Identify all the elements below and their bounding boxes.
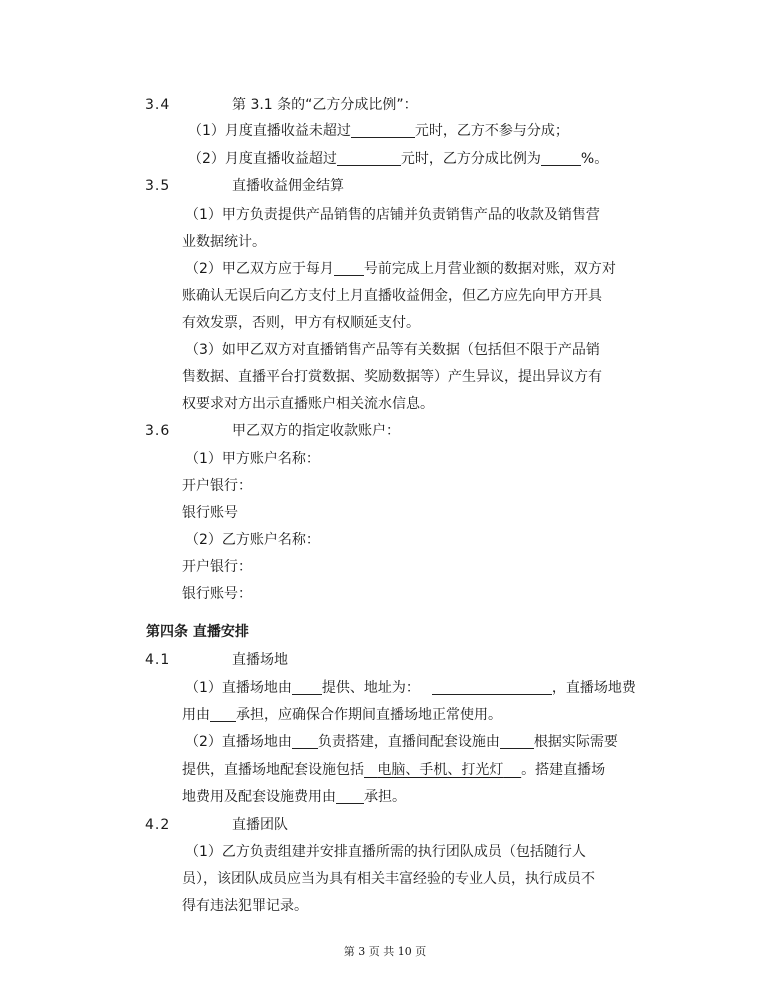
blank-field [292, 733, 318, 749]
clause-3-5-3-line3: 权要求对方出示直播账户相关流水信息。 [182, 396, 434, 412]
clause-text: 地费用及配套设施费用由 [182, 789, 336, 805]
blank-field [351, 122, 415, 138]
clause-text: ，直播场地费 [551, 680, 636, 696]
facilities-fill [364, 762, 521, 778]
clause-3-5-1-line1: （1）甲方负责提供产品销售的店铺并负责销售产品的收款及销售营 [185, 207, 600, 223]
clause-text: 承担。 [364, 789, 406, 805]
section-number-4-1: 4.1 [145, 652, 171, 668]
clause-3-4-2 [188, 149, 608, 169]
blank-field [541, 150, 581, 166]
clause-3-5-1-line2: 业数据统计。 [182, 234, 266, 250]
clause-4-1-2-line3 [182, 787, 406, 807]
section-title-3-4: 第 3.1 条的“乙方分成比例”： [232, 97, 418, 113]
party-a-bank: 开户银行： [182, 478, 252, 494]
clause-text: （2）月度直播收益超过 [188, 151, 337, 167]
clause-text: 提供、地址为： [321, 680, 420, 696]
clause-4-2-1-line1: （1）乙方负责组建并安排直播所需的执行团队成员（包括随行人 [185, 844, 586, 860]
clause-text: （2）直播场地由 [185, 734, 292, 750]
section-number-4-2: 4.2 [145, 817, 171, 833]
clause-3-5-2-line2: 账确认无误后向乙方支付上月直播收益佣金，但乙方应先向甲方开具 [182, 288, 602, 304]
clause-text: 。搭建直播场 [521, 762, 606, 778]
clause-text: 根据实际需要 [533, 734, 618, 750]
clause-3-5-2-line3: 有效发票，否则，甲方有权顺延支付。 [182, 315, 420, 331]
clause-text: 提供，直播场地配套设施包括 [182, 762, 364, 778]
clause-text: 号前完成上月营业额的数据对账，双方对 [363, 261, 616, 277]
clause-4-2-1-line3: 得有违法犯罪记录。 [182, 898, 308, 914]
clause-4-2-1-line2: 员），该团队成员应当为具有相关丰富经验的专业人员，执行成员不 [182, 871, 595, 887]
blank-field [292, 679, 322, 695]
blank-field [210, 706, 236, 722]
clause-3-5-3-line2: 售数据、直播平台打赏数据、奖励数据等）产生异议，提出异议方有 [182, 369, 602, 385]
clause-text: 承担，应确保合作期间直播场地正常使用。 [236, 707, 502, 723]
party-b-bank: 开户银行： [182, 559, 252, 575]
clause-4-1-2-line1 [185, 732, 618, 752]
clause-text: 负责搭建，直播间配套设施由 [317, 734, 500, 750]
blank-field [336, 788, 364, 804]
section-title-3-5: 直播收益佣金结算 [232, 178, 344, 194]
clause-text: 用由 [182, 707, 210, 723]
section-number-3-4: 3.4 [145, 97, 171, 113]
clause-3-4-1 [188, 121, 569, 141]
facilities-list: 电脑、手机、打光灯 [377, 762, 504, 778]
clause-text: 元时，乙方不参与分成； [414, 123, 569, 139]
party-b-account-number: 银行账号： [182, 586, 252, 602]
section-number-3-6: 3.6 [145, 423, 171, 439]
party-a-account-name: （1）甲方账户名称： [185, 451, 320, 467]
clause-3-5-2-line1 [185, 259, 616, 279]
section-title-4-2: 直播团队 [232, 817, 288, 833]
clause-text: （1）直播场地由 [185, 680, 292, 696]
blank-field [500, 733, 534, 749]
party-a-account-number: 银行账号 [182, 505, 238, 521]
clause-text: （1）月度直播收益未超过 [188, 123, 351, 139]
clause-3-5-3-line1: （3）如甲乙双方对直播销售产品等有关数据（包括但不限于产品销 [185, 342, 600, 358]
section-title-4-1: 直播场地 [232, 652, 288, 668]
clause-4-1-1-line1 [185, 678, 636, 698]
clause-text: （2）甲乙双方应于每月 [185, 261, 334, 277]
clause-text: %。 [580, 151, 609, 167]
section-title-3-6: 甲乙双方的指定收款账户： [232, 423, 400, 439]
clause-4-1-2-line2 [182, 760, 605, 780]
blank-field [337, 150, 401, 166]
clause-text: 元时，乙方分成比例为 [400, 151, 541, 167]
section-number-3-5: 3.5 [145, 178, 171, 194]
blank-field [334, 260, 364, 276]
article-4-title: 第四条 直播安排 [146, 624, 249, 640]
page-footer: 第 3 页 共 10 页 [343, 945, 427, 958]
clause-4-1-1-line2 [182, 705, 502, 725]
blank-field [432, 679, 552, 695]
party-b-account-name: （2）乙方账户名称： [185, 532, 320, 548]
